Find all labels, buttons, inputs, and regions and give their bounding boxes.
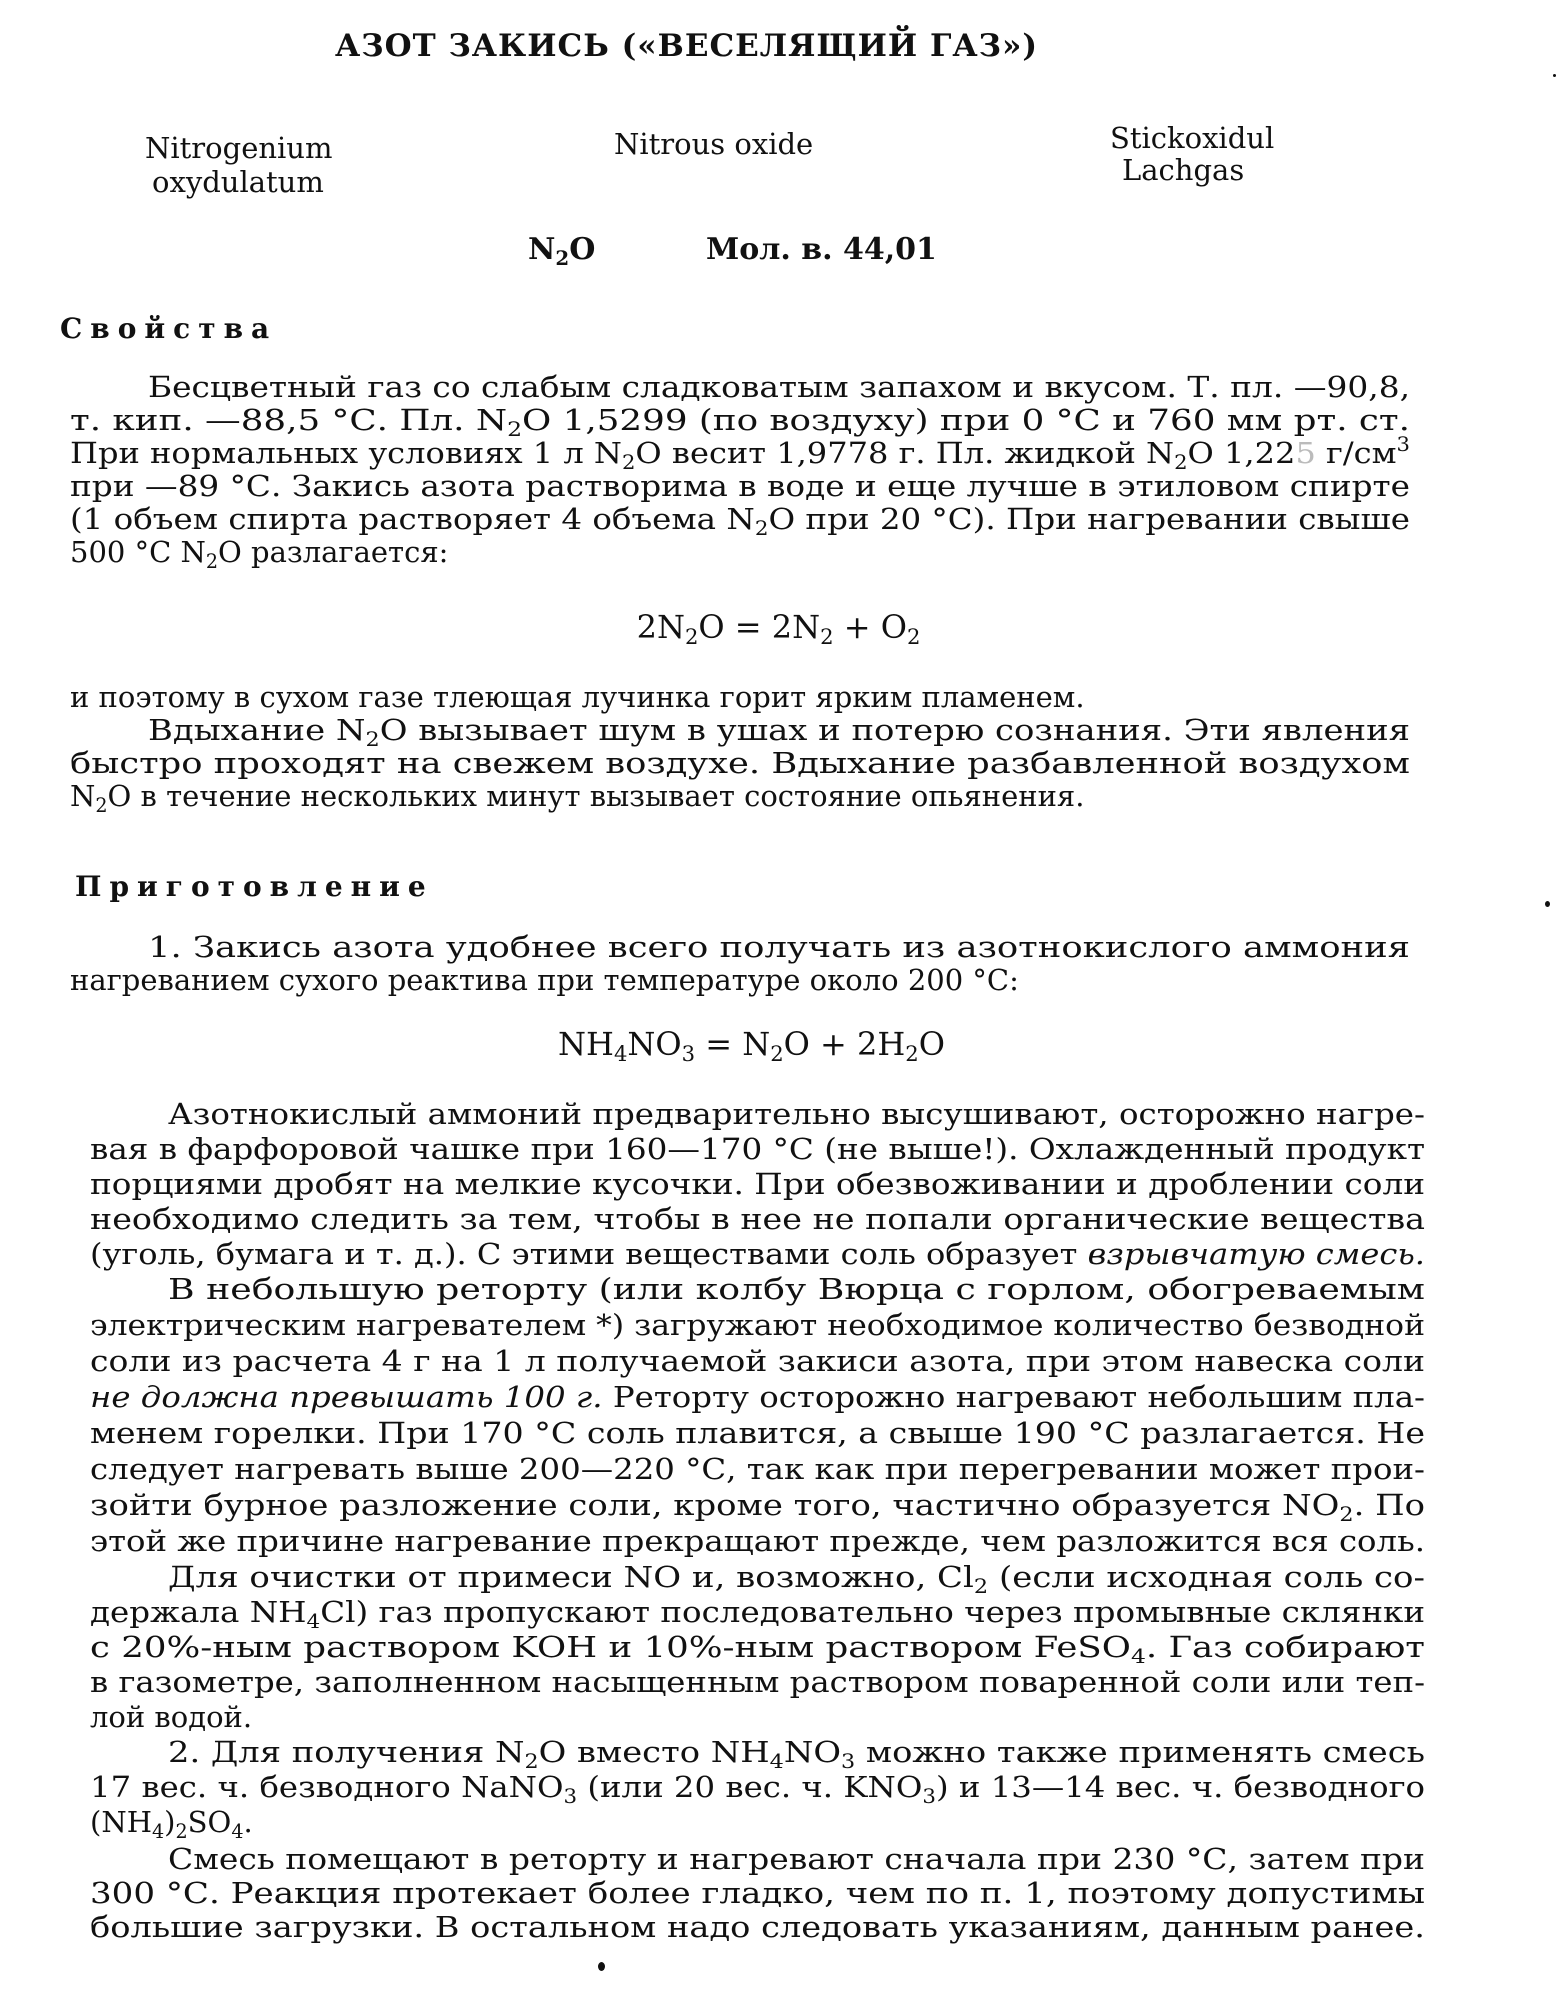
text-run: 300 °С. Реакция протекает более гладко, чем по п. 1, поэтому допустимы bbox=[90, 1876, 1425, 1910]
text-run: 1. Закись азота удобнее всего получать из азотнокислого аммония bbox=[148, 930, 1410, 964]
subscript: 3 bbox=[922, 1785, 936, 1808]
text-run: электрическим нагревателем *) загружают необходимое количество безводной bbox=[90, 1308, 1425, 1342]
synonym-german bbox=[1110, 120, 1274, 188]
text-run: (NH bbox=[90, 1805, 152, 1839]
text-run: нагреванием сухого реактива при температуре около 200 °С: bbox=[70, 963, 1019, 997]
text-run: 500 °С N bbox=[70, 535, 206, 569]
text-run: Смесь помещают в реторту и нагревают сначала при 230 °С, затем при bbox=[168, 1842, 1425, 1876]
text-run: можно также применять смесь bbox=[855, 1735, 1425, 1769]
subscript: 2 bbox=[621, 451, 636, 474]
text-run: взрывчатую смесь. bbox=[1087, 1237, 1425, 1271]
synonym-english bbox=[614, 126, 813, 162]
text-line bbox=[90, 1770, 1425, 1808]
text-run: NO bbox=[627, 1025, 682, 1063]
text-line bbox=[90, 1308, 1425, 1342]
text-run: большие загрузки. В остальном надо следовать указаниям, данным ранее. bbox=[90, 1910, 1425, 1944]
text-run: порциями дробят на мелкие кусочки. При обезвоживании и дроблении соли bbox=[90, 1167, 1425, 1201]
speck-mark bbox=[1545, 901, 1550, 907]
section-heading-preparation: Приготовление bbox=[75, 870, 434, 903]
text-run: . bbox=[243, 1805, 253, 1839]
subscript: 2 bbox=[555, 246, 570, 270]
synonym-latin-line: Nitrogenium bbox=[145, 131, 333, 165]
superscript: 3 bbox=[1396, 433, 1410, 456]
synonym-german-line: Stickoxidul bbox=[1110, 121, 1275, 155]
subscript: 3 bbox=[681, 1041, 696, 1066]
text-run: O = 2N bbox=[698, 608, 821, 646]
text-line bbox=[90, 1488, 1426, 1526]
text-run: (или 20 вес. ч. KNO bbox=[577, 1770, 923, 1804]
page-title bbox=[0, 28, 1563, 64]
subscript: 2 bbox=[1174, 451, 1188, 474]
text-run: быстро проходят на свежем воздухе. Вдыхание разбавленной воздухом bbox=[70, 746, 1410, 780]
text-line bbox=[90, 1202, 1425, 1236]
subscript: 2 bbox=[905, 1041, 919, 1066]
subscript: 4 bbox=[231, 1820, 244, 1843]
text-run: O bbox=[918, 1025, 945, 1063]
text-run: O 1,22 bbox=[1187, 436, 1296, 470]
text-run: следует нагревать выше 200—220 °С, так как при перегревании может прои- bbox=[90, 1452, 1425, 1486]
text-run: При нормальных условиях 1 л N bbox=[70, 436, 622, 470]
text-line bbox=[90, 1524, 1425, 1558]
text-run: (1 объем спирта растворяет 4 объема N bbox=[70, 502, 755, 536]
text-run: при —89 °С. Закись азота растворима в воде и еще лучше в этиловом спирте bbox=[70, 469, 1410, 503]
text-run: . По bbox=[1353, 1488, 1426, 1522]
text-line bbox=[168, 1560, 1425, 1598]
subscript: 4 bbox=[769, 1750, 784, 1773]
text-line bbox=[168, 1735, 1425, 1773]
equation-ammonium-nitrate bbox=[0, 1025, 1563, 1066]
equation-text bbox=[636, 608, 921, 649]
text-line bbox=[90, 1876, 1425, 1910]
text-run: O при 20 °С). При нагревании свыше bbox=[768, 502, 1410, 536]
text-run: (если исходная соль со- bbox=[988, 1560, 1425, 1594]
text-line bbox=[70, 963, 1019, 997]
subscript: 4 bbox=[1130, 1645, 1146, 1668]
speck-mark bbox=[1553, 74, 1556, 77]
subscript: 2 bbox=[175, 1820, 188, 1843]
text-line bbox=[90, 1132, 1425, 1166]
subscript: 2 bbox=[906, 624, 921, 649]
text-line bbox=[70, 779, 1085, 817]
text-line bbox=[90, 1344, 1425, 1378]
chemical-formula bbox=[528, 232, 596, 270]
text-line bbox=[148, 713, 1411, 751]
subscript: 2 bbox=[684, 624, 699, 649]
text-run: . Газ собирают bbox=[1145, 1630, 1425, 1664]
text-line bbox=[70, 680, 1085, 714]
text-run: зойти бурное разложение соли, кроме того, частично образуется NO bbox=[90, 1488, 1340, 1522]
text-run: 2N bbox=[636, 608, 685, 646]
text-line bbox=[70, 433, 1410, 474]
text-run: лой водой. bbox=[90, 1700, 253, 1734]
molecular-weight: Мол. в. 44,01 bbox=[706, 232, 937, 267]
synonym-latin bbox=[145, 130, 332, 200]
text-line bbox=[168, 1272, 1425, 1306]
text-line bbox=[90, 1665, 1425, 1699]
text-line bbox=[70, 746, 1410, 780]
subscript: 2 bbox=[1339, 1503, 1354, 1526]
section-heading-properties: Свойства bbox=[60, 312, 278, 345]
text-line bbox=[90, 1630, 1425, 1668]
text-line bbox=[70, 403, 1410, 441]
text-run: Реторту осторожно нагревают небольшим пла- bbox=[602, 1380, 1425, 1414]
text-run: с 20%-ным раствором KOH и 10%-ным раствором FeSO bbox=[90, 1630, 1131, 1664]
title-text: АЗОТ ЗАКИСЬ («ВЕСЕЛЯЩИЙ ГАЗ») bbox=[334, 28, 1039, 64]
text-run: NH bbox=[558, 1025, 614, 1063]
text-run: O в течение нескольких минут вызывает состояние опьянения. bbox=[107, 779, 1085, 813]
text-line bbox=[70, 502, 1410, 540]
text-run: + O bbox=[833, 608, 907, 646]
text-line bbox=[148, 930, 1410, 964]
subscript: 2 bbox=[820, 624, 834, 649]
subscript: 4 bbox=[613, 1041, 628, 1066]
text-run: O весит 1,9778 г. Пл. жидкой N bbox=[635, 436, 1175, 470]
text-run: O + 2H bbox=[783, 1025, 906, 1063]
subscript: 2 bbox=[205, 550, 219, 573]
text-line bbox=[90, 1452, 1425, 1486]
text-line bbox=[90, 1237, 1425, 1271]
synonym-english-line: Nitrous oxide bbox=[614, 127, 814, 161]
equation-text bbox=[558, 1025, 945, 1066]
text-run: O 1,5299 (по воздуху) при 0 °С и 760 мм рт. ст. bbox=[522, 403, 1410, 437]
text-run: (уголь, бумага и т. д.). С этими веществами соль образует bbox=[90, 1237, 1088, 1271]
text-run: В небольшую реторту (или колбу Вюрца с горлом, обогреваемым bbox=[168, 1272, 1425, 1306]
text-line bbox=[90, 1595, 1425, 1633]
text-run: ) и 13—14 вес. ч. безводного bbox=[935, 1770, 1425, 1804]
text-run: и поэтому в сухом газе тлеющая лучинка горит ярким пламенем. bbox=[70, 680, 1085, 714]
text-run: Вдыхание N bbox=[148, 713, 366, 747]
text-run: 2. Для получения N bbox=[168, 1735, 525, 1769]
text-run: O разлагается: bbox=[218, 535, 449, 569]
text-run: NO bbox=[783, 1735, 841, 1769]
text-run: не должна превышать 100 г. bbox=[90, 1380, 603, 1414]
text-run: держала NH bbox=[90, 1595, 307, 1629]
subscript: 3 bbox=[563, 1785, 578, 1808]
text-run: 5 bbox=[1295, 436, 1316, 470]
synonym-german-line: Lachgas bbox=[1122, 153, 1245, 187]
text-run: в газометре, заполненном насыщенным раствором поваренной соли или теп- bbox=[90, 1665, 1425, 1699]
subscript: 2 bbox=[770, 1041, 784, 1066]
text-run: = N bbox=[695, 1025, 771, 1063]
subscript: 3 bbox=[840, 1750, 856, 1773]
text-line bbox=[90, 1910, 1425, 1944]
text-run: необходимо следить за тем, чтобы в нее не попали органические вещества bbox=[90, 1202, 1425, 1236]
text-run: вая в фарфоровой чашке при 160—170 °С (не выше!). Охлажденный продукт bbox=[90, 1132, 1425, 1166]
text-run: SO bbox=[187, 1805, 232, 1839]
text-run: соли из расчета 4 г на 1 л получаемой закиси азота, при этом навеска соли bbox=[90, 1344, 1425, 1378]
subscript: 2 bbox=[973, 1575, 989, 1598]
text-line bbox=[148, 370, 1410, 404]
text-run: Азотнокислый аммоний предварительно высушивают, осторожно нагре- bbox=[168, 1097, 1425, 1131]
text-line bbox=[90, 1380, 1425, 1414]
text-line bbox=[90, 1805, 253, 1843]
equation-decomposition bbox=[0, 608, 1563, 649]
text-line bbox=[70, 469, 1410, 503]
subscript: 4 bbox=[306, 1610, 321, 1633]
text-run: 17 вес. ч. безводного NaNO bbox=[90, 1770, 564, 1804]
text-line bbox=[70, 535, 449, 573]
speck-mark bbox=[598, 1962, 605, 1971]
text-run: ) bbox=[164, 1805, 176, 1839]
subscript: 2 bbox=[524, 1750, 539, 1773]
text-run: этой же причине нагревание прекращают прежде, чем разложится вся соль. bbox=[90, 1524, 1425, 1558]
text-run: N bbox=[528, 232, 556, 267]
text-line bbox=[168, 1097, 1425, 1131]
subscript: 4 bbox=[151, 1820, 165, 1843]
subscript: 2 bbox=[95, 794, 108, 817]
text-run: O bbox=[569, 232, 596, 267]
text-run: N bbox=[70, 779, 96, 813]
subscript: 2 bbox=[507, 418, 523, 441]
text-run: O вызывает шум в ушах и потерю сознания. Эти явления bbox=[379, 713, 1411, 747]
subscript: 2 bbox=[365, 728, 380, 751]
text-run: O вместо NH bbox=[538, 1735, 770, 1769]
text-line bbox=[90, 1416, 1425, 1450]
text-run: Cl) газ пропускают последовательно через промывные склянки bbox=[320, 1595, 1425, 1629]
text-run: менем горелки. При 170 °С соль плавится, а свыше 190 °С разлагается. Не bbox=[90, 1416, 1425, 1450]
subscript: 2 bbox=[754, 517, 769, 540]
text-line bbox=[168, 1842, 1425, 1876]
synonym-latin-line: oxydulatum bbox=[152, 165, 324, 199]
text-run: г/см bbox=[1315, 436, 1397, 470]
text-line bbox=[90, 1167, 1425, 1201]
text-run: т. кип. —88,5 °С. Пл. N bbox=[70, 403, 508, 437]
text-run: Для очистки от примеси NO и, возможно, Cl bbox=[168, 1560, 974, 1594]
text-run: Бесцветный газ со слабым сладковатым запахом и вкусом. Т. пл. —90,8, bbox=[148, 370, 1410, 404]
text-line bbox=[90, 1700, 252, 1734]
